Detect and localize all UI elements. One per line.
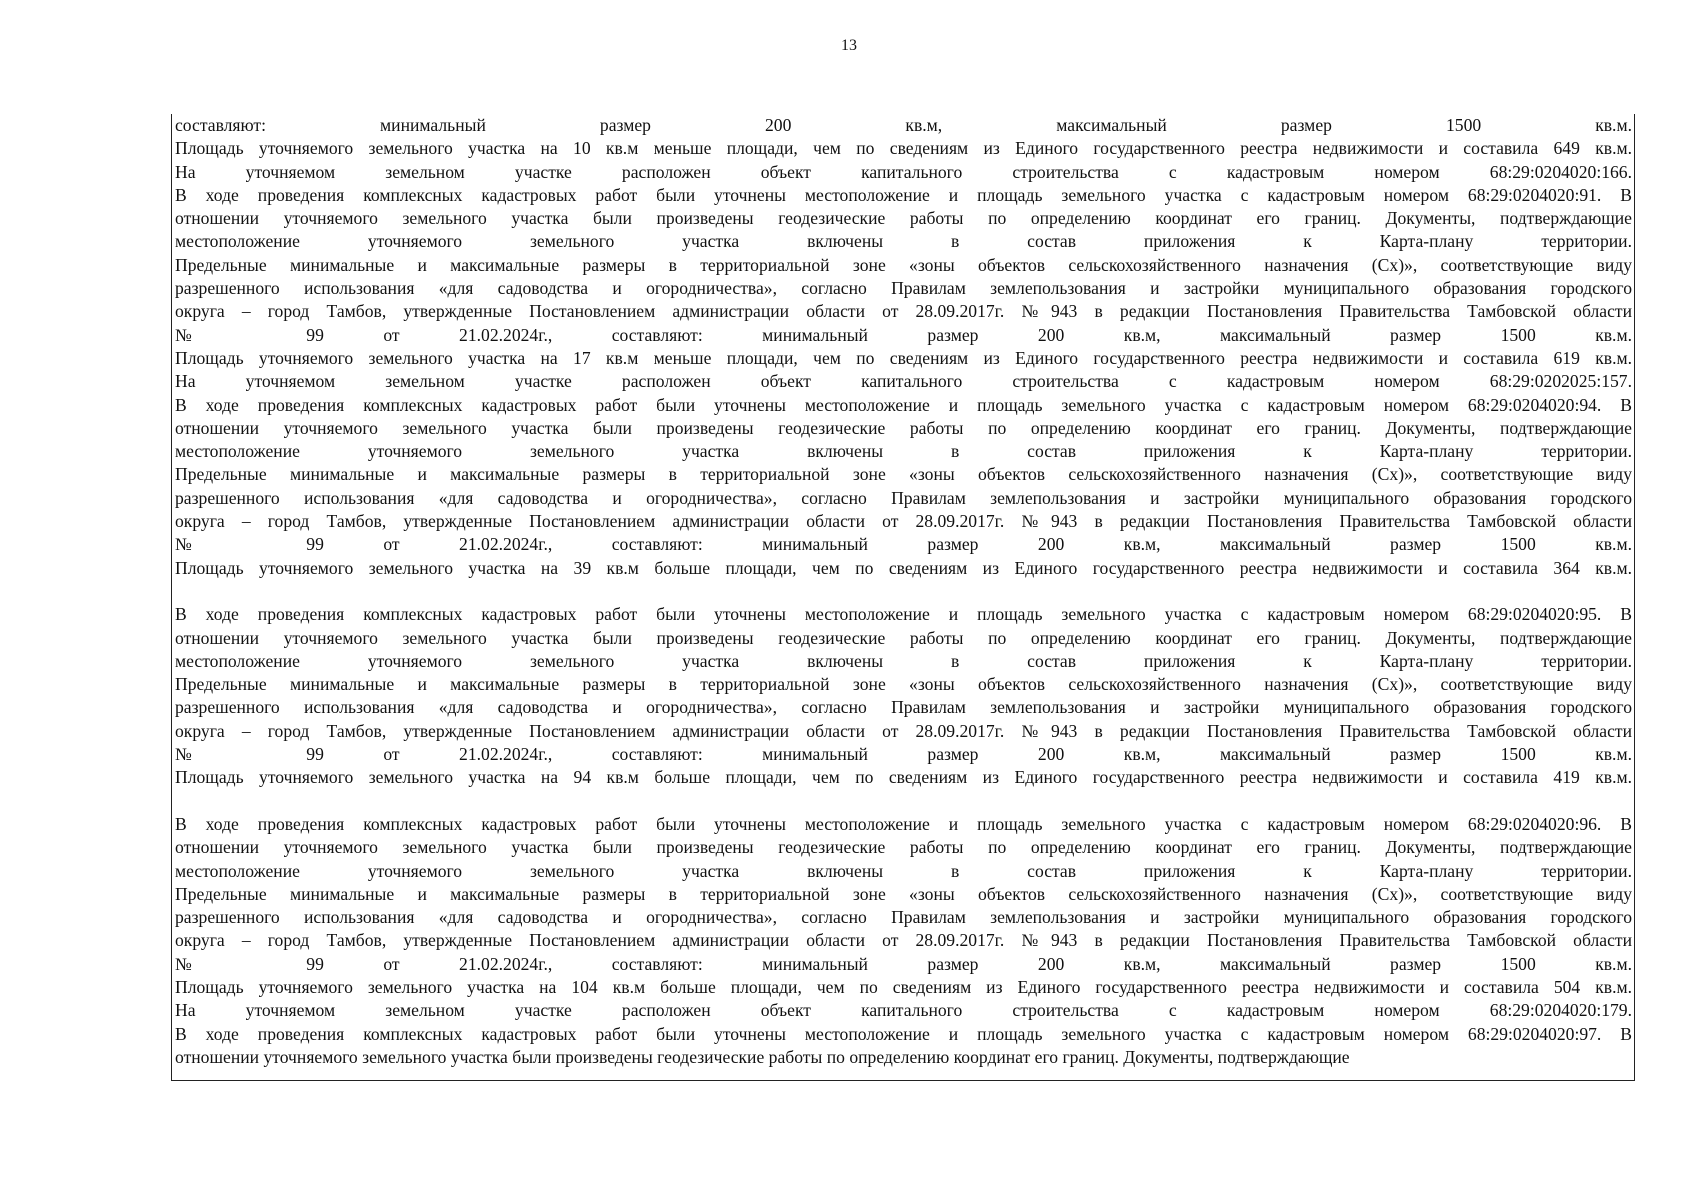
text-line: На уточняемом земельном участке расположен объект капитального строительства с кадастровым номером 68:29:0204020:179. — [175, 1000, 1632, 1021]
text-line: № 99 от 21.02.2024г., составляют: минимальный размер 200 кв.м, максимальный размер 1500 кв.м. — [175, 953, 1632, 974]
text-line: отношении уточняемого земельного участка были произведены геодезические работы по определению координат его границ. Документы, подтверждающие — [175, 208, 1632, 229]
text-line: В ходе проведения комплексных кадастровых работ были уточнены местоположение и площадь земельного участка с кадастровым номером 68:29:0204020:95. В — [175, 604, 1632, 625]
text-line: местоположение уточняемого земельного участка включены в состав приложения к Карта-плану территории. — [175, 860, 1632, 881]
text-line: Площадь уточняемого земельного участка на 39 кв.м больше площади, чем по сведениям из Единого государственного реестра недвижимости и составила 364 кв.м. — [175, 557, 1632, 578]
text-line: № 99 от 21.02.2024г., составляют: минимальный размер 200 кв.м, максимальный размер 1500 кв.м. — [175, 744, 1632, 765]
text-line: отношении уточняемого земельного участка были произведены геодезические работы по определению координат его границ. Документы, подтверждающие — [175, 417, 1632, 438]
text-line: На уточняемом земельном участке расположен объект капитального строительства с кадастровым номером 68:29:0204020:166. — [175, 161, 1632, 182]
text-line: № 99 от 21.02.2024г., составляют: минимальный размер 200 кв.м, максимальный размер 1500 кв.м. — [175, 324, 1632, 345]
text-line: местоположение уточняемого земельного участка включены в состав приложения к Карта-плану территории. — [175, 231, 1632, 252]
text-line: Площадь уточняемого земельного участка на 94 кв.м больше площади, чем по сведениям из Единого государственного реестра недвижимости и составила 419 кв.м. — [175, 767, 1632, 788]
text-line: отношении уточняемого земельного участка были произведены геодезические работы по определению координат его границ. Документы, подтверждающие — [175, 1046, 1350, 1067]
text-line: Площадь уточняемого земельного участка на 10 кв.м меньше площади, чем по сведениям из Единого государственного реестра недвижимости и составила 649 кв.м. — [175, 138, 1632, 159]
text-line: местоположение уточняемого земельного участка включены в состав приложения к Карта-плану территории. — [175, 441, 1632, 462]
text-line: составляют: минимальный размер 200 кв.м, максимальный размер 1500 кв.м. — [175, 115, 1632, 135]
text-line: разрешенного использования «для садоводства и огородничества», согласно Правилам землепользования и застройки муниципального образования городского — [175, 278, 1632, 299]
text-line: отношении уточняемого земельного участка были произведены геодезические работы по определению координат его границ. Документы, подтверждающие — [175, 627, 1632, 648]
text-line: местоположение уточняемого земельного участка включены в состав приложения к Карта-плану территории. — [175, 650, 1632, 671]
page-number: 13 — [841, 37, 857, 54]
text-line: На уточняемом земельном участке расположен объект капитального строительства с кадастровым номером 68:29:0202025:157. — [175, 371, 1632, 392]
text-line: округа – город Тамбов, утвержденные Постановлением администрации области от 28.09.2017г. №943 в редакции Постановления Правительства Тамбовской области — [175, 720, 1632, 741]
text-line: разрешенного использования «для садоводства и огородничества», согласно Правилам землепользования и застройки муниципального образования городского — [175, 907, 1632, 928]
text-line: округа – город Тамбов, утвержденные Постановлением администрации области от 28.09.2017г. №943 в редакции Постановления Правительства Тамбовской области — [175, 301, 1632, 322]
text-line: Предельные минимальные и максимальные размеры в территориальной зоне «зоны объектов сельскохозяйственного назначения (Сх)», соответствующие виду — [175, 464, 1632, 485]
blank-line — [172, 580, 1634, 603]
text-line: В ходе проведения комплексных кадастровых работ были уточнены местоположение и площадь земельного участка с кадастровым номером 68:29:0204020:94. В — [175, 394, 1632, 415]
text-line: Площадь уточняемого земельного участка на 104 кв.м больше площади, чем по сведениям из Единого государственного реестра недвижимости и составила 504 кв.м. — [175, 976, 1632, 997]
text-line: разрешенного использования «для садоводства и огородничества», согласно Правилам землепользования и застройки муниципального образования городского — [175, 487, 1632, 508]
text-line: отношении уточняемого земельного участка были произведены геодезические работы по определению координат его границ. Документы, подтверждающие — [175, 837, 1632, 858]
text-line: Площадь уточняемого земельного участка на 17 кв.м меньше площади, чем по сведениям из Единого государственного реестра недвижимости и составила 619 кв.м. — [175, 347, 1632, 368]
text-line: округа – город Тамбов, утвержденные Постановлением администрации области от 28.09.2017г. №943 в редакции Постановления Правительства Тамбовской области — [175, 930, 1632, 951]
text-line: № 99 от 21.02.2024г., составляют: минимальный размер 200 кв.м, максимальный размер 1500 кв.м. — [175, 534, 1632, 555]
text-line: В ходе проведения комплексных кадастровых работ были уточнены местоположение и площадь земельного участка с кадастровым номером 68:29:0204020:97. В — [175, 1023, 1632, 1044]
text-line: Предельные минимальные и максимальные размеры в территориальной зоне «зоны объектов сельскохозяйственного назначения (Сх)», соответствующие виду — [175, 674, 1632, 695]
text-line: округа – город Тамбов, утвержденные Постановлением администрации области от 28.09.2017г. №943 в редакции Постановления Правительства Тамбовской области — [175, 511, 1632, 532]
text-line: Предельные минимальные и максимальные размеры в территориальной зоне «зоны объектов сельскохозяйственного назначения (Сх)», соответствующие виду — [175, 254, 1632, 275]
text-line: В ходе проведения комплексных кадастровых работ были уточнены местоположение и площадь земельного участка с кадастровым номером 68:29:0204020:91. В — [175, 184, 1632, 205]
text-line: Предельные минимальные и максимальные размеры в территориальной зоне «зоны объектов сельскохозяйственного назначения (Сх)», соответствующие виду — [175, 883, 1632, 904]
text-line: разрешенного использования «для садоводства и огородничества», согласно Правилам землепользования и застройки муниципального образования городского — [175, 697, 1632, 718]
blank-line — [172, 790, 1634, 813]
text-frame — [171, 114, 1635, 1081]
text-line: В ходе проведения комплексных кадастровых работ были уточнены местоположение и площадь земельного участка с кадастровым номером 68:29:0204020:96. В — [175, 813, 1632, 834]
